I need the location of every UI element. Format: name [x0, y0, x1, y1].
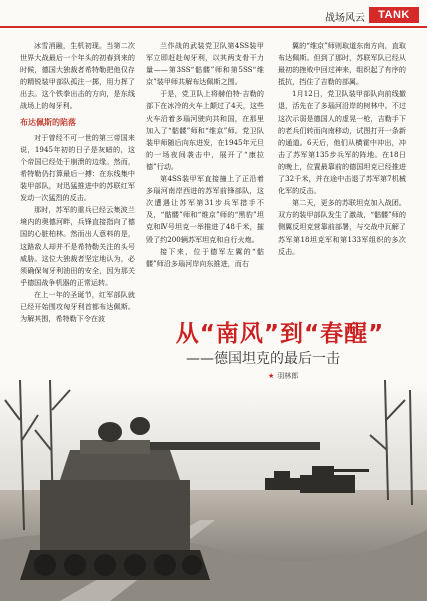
section-tag-badge: TANK — [369, 7, 419, 23]
text-column-1 — [20, 40, 135, 325]
paragraph: 兰作战的武装党卫队第4SS装甲军立即赶赴匈牙利，以其两支骨干力量——第3SS“骷髅”师和第5SS“维京”装甲师共解布达佩斯之围。 — [146, 41, 264, 87]
article-subtitle: ——德国坦克的最后一击 — [186, 351, 340, 367]
text-column-2 — [146, 40, 264, 270]
subheading: 布达佩斯的陷落 — [20, 117, 76, 127]
paragraph: 对于曾经不可一世的第三帝国来说，1945年初的日子是灰暗的，这个帝国已经处于崩溃的边缘。然而，希特勒仍打算最后一搏：在东线集中装甲部队，对迅猛推进中的苏联红军发动一次猛烈的反击。 — [20, 132, 135, 203]
star-icon: ★ — [268, 372, 275, 380]
section-label: 战场风云 — [325, 13, 365, 24]
paragraph: 第4SS装甲军直接撞上了正沿着多瑙河南岸西进的苏军前锋部队，这次遭遇让苏军第31步兵军措手不及，“骷髅”师和“维京”师的“黑豹”坦克和Ⅳ号坦克一举推进了48千米，摧毁了约200辆苏军坦克和自行火炮。 — [146, 174, 264, 244]
page-header — [0, 0, 427, 30]
paragraph: 那时，苏军的重兵已经云集波兰境内的奥德河畔，兵锋直接指向了德国的心脏柏林。然而出人意料的是，这路敌人却并不是希特勒关注的头号威胁。这位大独裁者坚定地认为，必须确保匈牙利油田的安全，因为那关乎德国战争机器的正常运转。 — [20, 205, 135, 287]
paragraph: 接下来，位于德军左翼的“骷髅”师沿多瑙河岸向东推进，而右 — [146, 246, 264, 268]
paragraph: 1月12日，党卫队装甲部队向前线撤退，活先在了多瑙河沿岸的树林中。不过这次示弱是德国人的虚晃一枪，吉勒手下的老兵们转而向南移动，试图打开一条新的通道。6天后，他们从横霍中冲出，冲击了苏军第135步兵军的阵地。在18日的晚上，位置最靠前的德国坦克已经推进了32千米，并在途中击退了苏军第7机械化军的反击。 — [278, 89, 406, 196]
paragraph: 第二天，更多的苏联坦克加入战团。双方的装甲部队发生了激战，“骷髅”师的侧翼反坦克营靠前部署，与交战中瓦解了苏军第18坦克军和第133军组织的多次反击。 — [278, 198, 406, 256]
paragraph: 在上一年的圣诞节，红军部队就已经开始围攻匈牙利首都布达佩斯。为解其围，希特勒下令在波 — [20, 289, 135, 324]
paragraph: 翼的“维京”师则取道东南方向，直取布达佩斯。但到了那时，苏联军队已经从最初的挫败中回过神来，组织起了有序的抵抗，挡住了吉勒的部属。 — [278, 41, 406, 87]
article-title: 从“南风”到“春醒” — [175, 321, 385, 347]
text-column-3 — [278, 40, 406, 258]
header-rule — [0, 26, 427, 28]
author-byline — [268, 371, 298, 381]
author-name: 羽林郎 — [277, 372, 299, 380]
tank-photo — [0, 380, 427, 601]
paragraph: 于是，党卫队上将赫伯特·吉勒的部下在冰冷的火车上颠过了4天，这些火车沿着多瑙河驶向共和国，在那里加入了“骷髅”师和“维京”师。党卫队装甲师随后向东进发，在1945年元旦的一场夜间袭击中，展开了“康拉德”行动。 — [146, 89, 265, 171]
tank-photo-illustration — [0, 380, 427, 601]
paragraph: 冰雪消融，生机初现。当第二次世界大战最后一个年头的初春到来的时候，德国大独裁者希特勒把他仅存的精锐装甲部队孤注一掷，用力挥了出去。这个铁拳出击的方向，是东线战场上的匈牙利。 — [20, 41, 135, 111]
